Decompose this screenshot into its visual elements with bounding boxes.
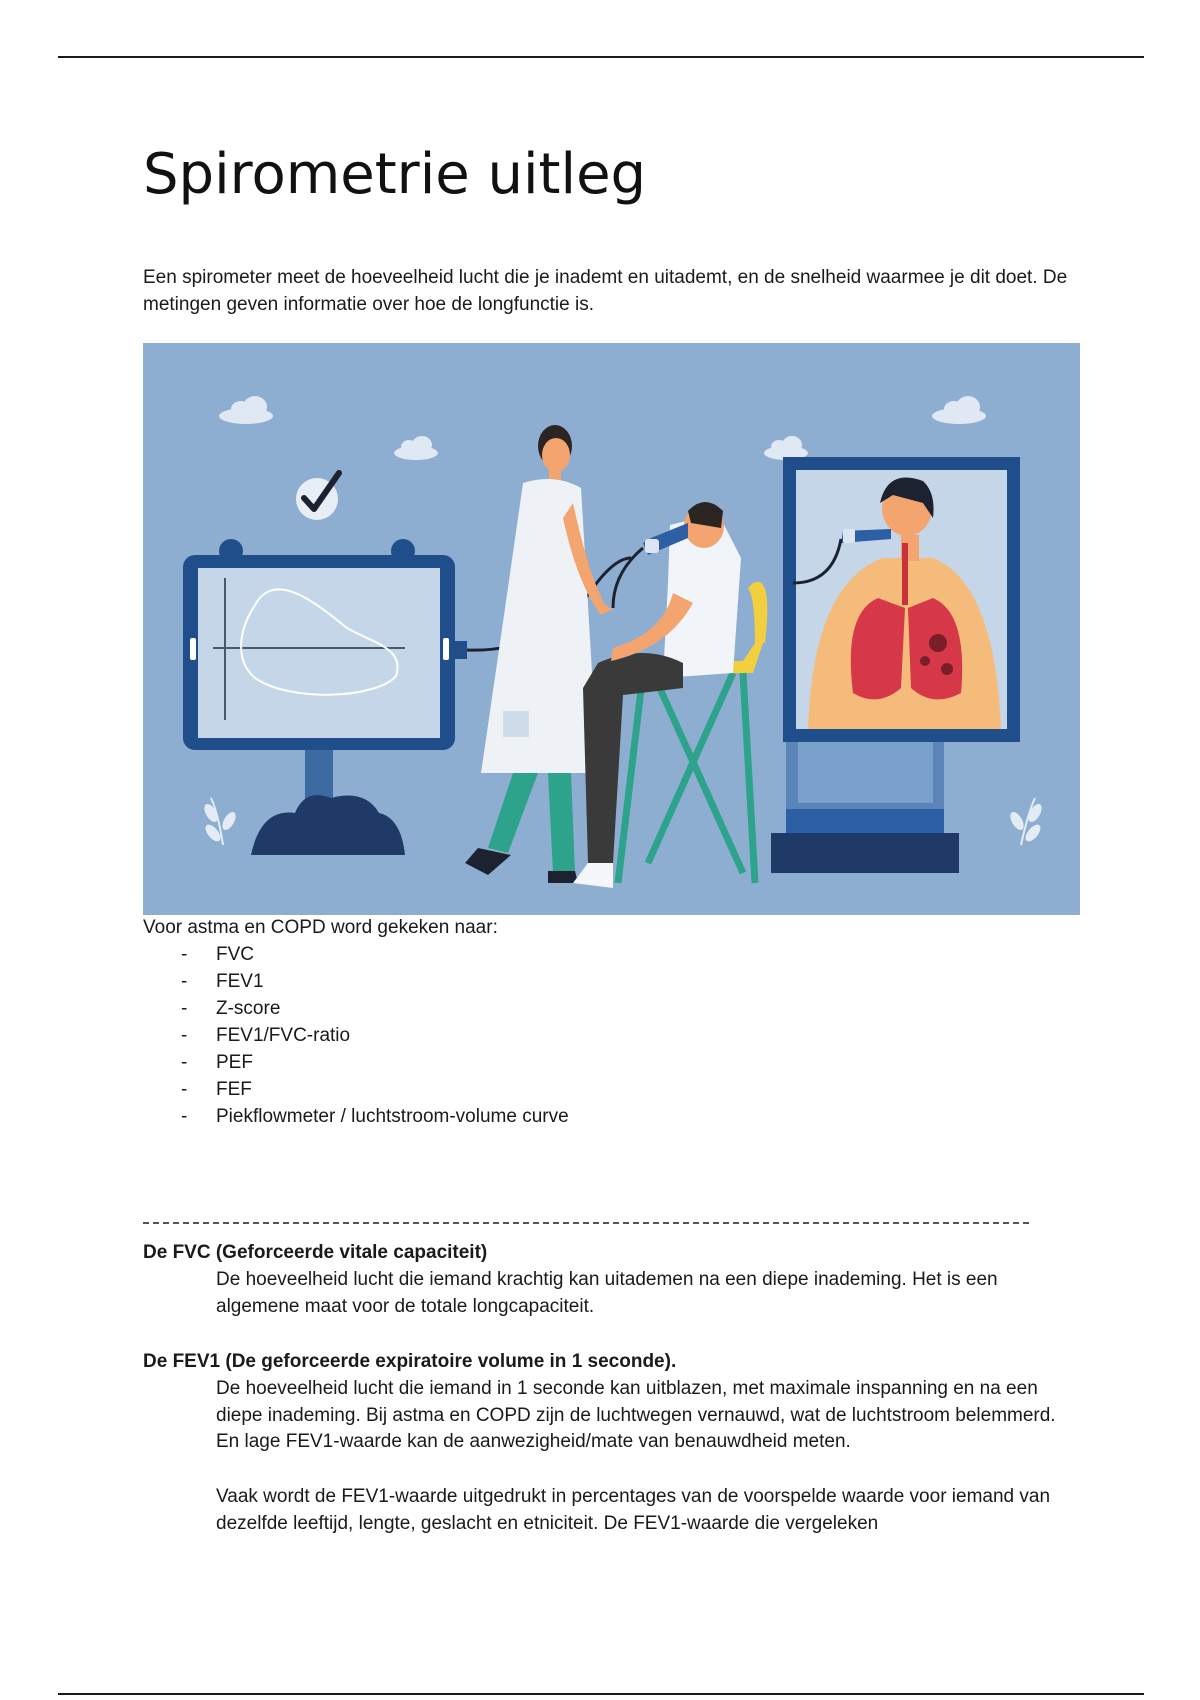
section-divider <box>143 1222 1029 1224</box>
list-marker: - <box>181 971 188 992</box>
list-item-text: Z-score <box>216 998 281 1019</box>
section-title-fev1: De FEV1 (De geforceerde expiratoire volume in 1 seconde). <box>143 1351 677 1372</box>
list-marker: - <box>181 1025 188 1046</box>
list-marker: - <box>181 1052 188 1073</box>
list-item <box>143 968 569 995</box>
section-body-fvc: De hoeveelheid lucht die iemand krachtig kan uitademen na een diepe inademing. Het is een algemene maat voor de totale longcapaciteit. <box>216 1269 998 1317</box>
list-item-text: PEF <box>216 1052 253 1073</box>
list-item-text: FEV1/FVC-ratio <box>216 1025 351 1046</box>
list-marker: - <box>181 944 188 965</box>
list-item <box>143 941 569 968</box>
section-title-fvc: De FVC (Geforceerde vitale capaciteit) <box>143 1242 488 1263</box>
section-body-fev1: De hoeveelheid lucht die iemand in 1 seconde kan uitblazen, met maximale inspanning en na een diepe inademing. Bij astma en COPD zijn de luchtwegen vernauwd, wat de luchtstroom belemmerd. En lage FEV1-waarde kan de aanwezigheid/mate van benauwdheid meten. <box>216 1378 1056 1452</box>
list-item-text: FEV1 <box>216 971 264 992</box>
list-item <box>143 1049 569 1076</box>
list-marker: - <box>181 998 188 1019</box>
spirometry-illustration <box>143 343 1080 915</box>
list-item-text: FEF <box>216 1079 252 1100</box>
list-item <box>143 1076 569 1103</box>
header-rule <box>58 56 1144 58</box>
list-marker: - <box>181 1106 188 1127</box>
list-item-text: Piekflowmeter / luchtstroom-volume curve <box>216 1106 569 1127</box>
list-item <box>143 1022 569 1049</box>
metrics-list <box>143 941 569 1130</box>
footer-rule <box>58 1693 1144 1695</box>
list-item-text: FVC <box>216 944 254 965</box>
intro-paragraph: Een spirometer meet de hoeveelheid lucht die je inademt en uitademt, en de snelheid waarmee je dit doet. De metingen geven informatie over hoe de longfunctie is. <box>143 267 1068 315</box>
section-body-fev1-percent: Vaak wordt de FEV1-waarde uitgedrukt in percentages van de voorspelde waarde voor iemand van dezelfde leeftijd, lengte, geslacht en etniciteit. De FEV1-waarde die vergeleken <box>216 1486 1051 1534</box>
list-item <box>143 995 569 1022</box>
list-marker: - <box>181 1079 188 1100</box>
list-item <box>143 1103 569 1130</box>
list-intro: Voor astma en COPD word gekeken naar: <box>143 917 498 938</box>
page-title: Spirometrie uitleg <box>143 142 647 207</box>
